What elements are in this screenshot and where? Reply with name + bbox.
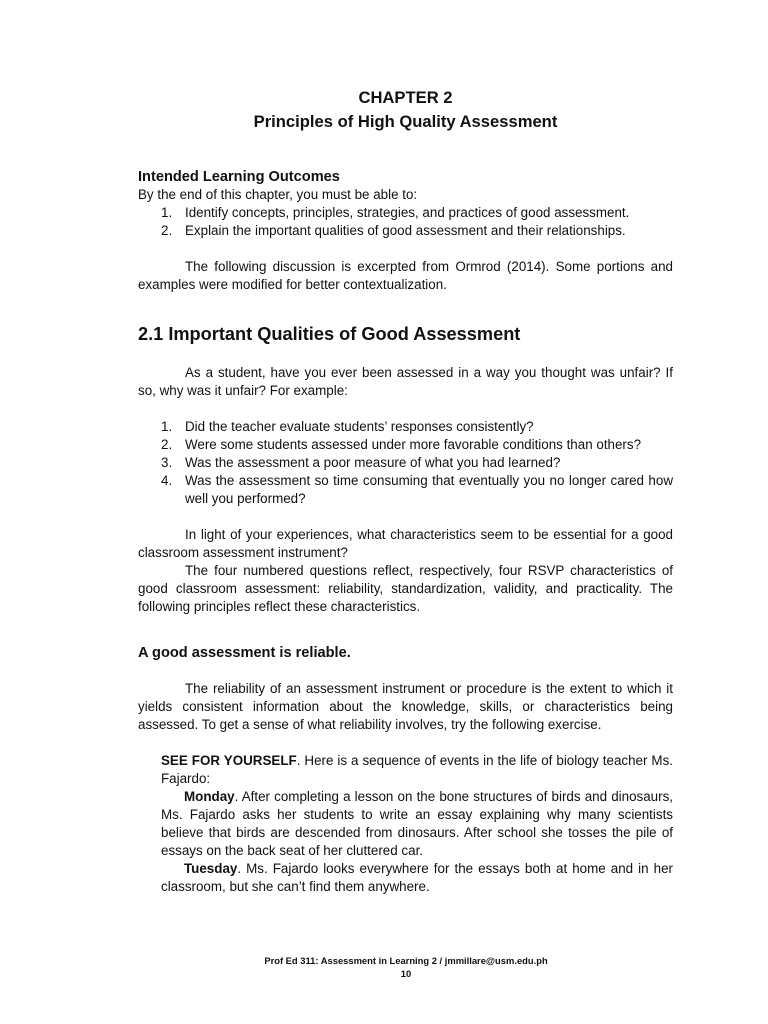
tuesday-text: . Ms. Fajardo looks everywhere for the essays both at home and in her classroom, but she can’t find them anywhere. xyxy=(161,861,673,894)
question-list xyxy=(138,418,673,508)
list-text: Explain the important qualities of good assessment and their relationships. xyxy=(185,223,626,238)
list-number: 4. xyxy=(161,473,173,488)
tuesday-entry xyxy=(161,860,673,896)
list-item xyxy=(138,418,673,436)
see-for-yourself-box xyxy=(161,752,673,896)
list-text: Did the teacher evaluate students’ responses consistently? xyxy=(185,419,534,434)
ilo-list xyxy=(138,204,673,240)
ilo-intro: By the end of this chapter, you must be able to: xyxy=(138,187,418,202)
page-number: 10 xyxy=(400,968,412,979)
chapter-header xyxy=(138,86,673,134)
rsvp-paragraph: The four numbered questions reflect, respectively, four RSVP characteristics of good classroom assessment: reliability, standardization, validity, and practicality. The following principles reflect these characteristics. xyxy=(138,563,673,614)
list-text: Was the assessment so time consuming that eventually you no longer cared how well you performed? xyxy=(185,473,673,506)
footer-course: Prof Ed 311: Assessment in Learning 2 / jmmillare@usm.edu.ph xyxy=(264,955,548,966)
list-text: Identify concepts, principles, strategies, and practices of good assessment. xyxy=(185,205,630,220)
list-text: Were some students assessed under more favorable conditions than others? xyxy=(185,437,642,452)
ilo-heading: Intended Learning Outcomes xyxy=(138,169,340,185)
list-number: 1. xyxy=(161,419,173,434)
monday-entry xyxy=(161,788,673,860)
list-number: 2. xyxy=(161,437,173,452)
box-lead-rest: . Here is a sequence of events in the life of biology teacher Ms. Fajardo: xyxy=(161,753,673,786)
box-intro xyxy=(161,752,673,788)
list-text: Was the assessment a poor measure of what you had learned? xyxy=(185,455,561,470)
page-footer xyxy=(0,954,768,980)
list-number: 2. xyxy=(161,223,173,238)
document-page xyxy=(138,86,673,896)
reliability-paragraph: The reliability of an assessment instrument or procedure is the extent to which it yields consistent information about the knowledge, skills, or characteristics being assessed. To get a sense of what reliability involves, try the following exercise. xyxy=(138,681,673,732)
list-number: 3. xyxy=(161,455,173,470)
list-item xyxy=(138,222,673,240)
list-item xyxy=(138,436,673,454)
monday-label: Monday xyxy=(184,789,235,804)
list-number: 1. xyxy=(161,205,173,220)
reliable-heading: A good assessment is reliable. xyxy=(138,645,351,661)
section-heading: 2.1 Important Qualities of Good Assessment xyxy=(138,324,521,344)
section-intro: As a student, have you ever been assessed in a way you thought was unfair? If so, why was it unfair? For example: xyxy=(138,365,673,398)
chapter-title: Principles of High Quality Assessment xyxy=(253,112,558,131)
list-item xyxy=(138,454,673,472)
list-item xyxy=(138,472,673,508)
excerpt-note: The following discussion is excerpted from Ormrod (2014). Some portions and examples were modified for better contextualization. xyxy=(138,259,673,292)
chapter-label: CHAPTER 2 xyxy=(358,88,453,107)
monday-text: . After completing a lesson on the bone structures of birds and dinosaurs, Ms. Fajardo asks her students to write an essay explaining why many scientists believe that birds are descended from dinosaurs. After school she tosses the pile of essays on the back seat of her cluttered car. xyxy=(161,789,673,858)
box-lead: SEE FOR YOURSELF xyxy=(161,753,297,768)
reflection-paragraph: In light of your experiences, what characteristics seem to be essential for a good classroom assessment instrument? xyxy=(138,527,673,560)
list-item xyxy=(138,204,673,222)
tuesday-label: Tuesday xyxy=(184,861,238,876)
